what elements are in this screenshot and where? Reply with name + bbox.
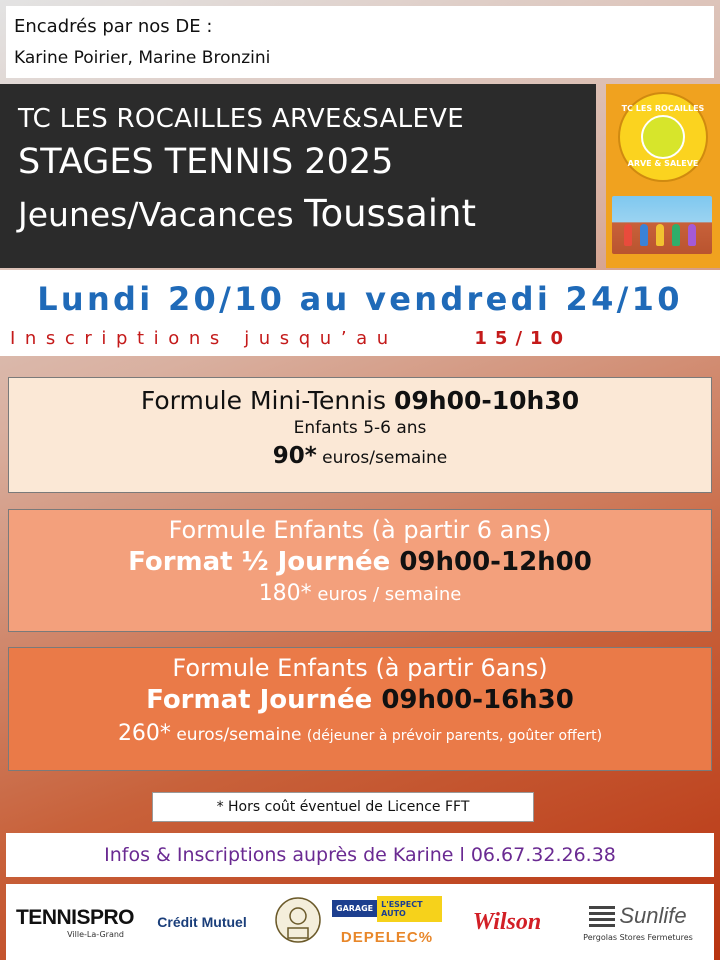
formule-journee-price-note: (déjeuner à prévoir parents, goûter offert) <box>306 728 603 744</box>
tennispro-subtext: Ville-La-Grand <box>67 929 124 939</box>
kid-figure <box>624 224 632 246</box>
wilson-text: Wilson <box>472 908 542 935</box>
formule-demi-name: Formule Enfants (à partir 6 ans) <box>168 516 552 544</box>
sunlife-stripes-icon <box>589 905 615 927</box>
logo-text-bottom: ARVE & SALEVE <box>627 159 699 168</box>
formule-demi-price-unit: euros / semaine <box>317 584 462 605</box>
garage-lespect-depelec-logos <box>332 884 442 960</box>
formule-demi-format-line <box>9 547 711 577</box>
formule-demi-format: Format ½ Journée <box>128 547 391 577</box>
formule-mini-time: 09h00-10h30 <box>394 386 580 415</box>
formule-mini-tennis-card <box>8 377 712 493</box>
stages-subtitle <box>18 192 476 235</box>
formule-journee-price-unit: euros/semaine <box>176 725 302 745</box>
formule-demi-journee-card <box>8 509 712 632</box>
formule-journee-price: 260* <box>117 721 171 746</box>
sunlife-logo <box>568 884 708 960</box>
formule-mini-price-line <box>9 443 711 469</box>
credit-mutuel-logo <box>146 884 258 960</box>
wilson-logo <box>452 884 562 960</box>
club-name: TC LES ROCAILLES ARVE&SALEVE <box>18 104 464 134</box>
club-logo <box>618 92 708 182</box>
formule-journee-format: Format Journée <box>146 685 373 715</box>
lespect-text: L'ESPECT AUTO <box>377 896 442 922</box>
kid-figure <box>672 224 680 246</box>
sunlife-brand <box>589 903 686 929</box>
contact-line: Infos & Inscriptions auprès de Karine l 06.67.32.26.38 <box>6 833 714 877</box>
kids-illustration <box>612 196 712 254</box>
logo-text-top: TC LES ROCAILLES <box>621 104 705 113</box>
formule-mini-title <box>9 386 711 415</box>
sunlife-text: Sunlife <box>619 902 687 928</box>
formule-journee-time: 09h00-16h30 <box>381 685 574 715</box>
formule-journee-format-line <box>9 685 711 715</box>
formule-demi-time: 09h00-12h00 <box>399 547 592 577</box>
sponsors-bar <box>6 884 714 960</box>
formule-demi-price: 180* <box>258 581 312 606</box>
kid-figure <box>656 224 664 246</box>
instructors-heading: Encadrés par nos DE : <box>14 16 213 37</box>
depelec-text: DEPELEC% <box>340 928 434 946</box>
sunlife-subtext: Pergolas Stores Fermetures <box>583 932 693 942</box>
stages-title: STAGES TENNIS 2025 <box>18 142 394 182</box>
tennispro-text: TENNISPRO <box>15 905 134 929</box>
instructors-box <box>6 6 714 78</box>
formule-journee-card <box>8 647 712 771</box>
inscriptions-date: 15/10 <box>474 328 572 349</box>
kid-figure <box>688 224 696 246</box>
formule-mini-price-unit: euros/semaine <box>322 448 448 468</box>
formule-demi-price-line <box>9 581 711 606</box>
subtitle-season: Toussaint <box>304 192 477 235</box>
inscriptions-deadline <box>10 328 571 349</box>
gaspard-logo <box>268 884 328 960</box>
license-footnote: * Hors coût éventuel de Licence FFT <box>152 792 534 822</box>
garage-lespect-logo <box>332 899 442 919</box>
formule-mini-price: 90* <box>272 443 317 469</box>
title-panel <box>0 84 596 268</box>
logo-column <box>606 84 720 268</box>
date-band <box>0 270 720 356</box>
credit-mutuel-text: Crédit Mutuel <box>157 914 247 930</box>
formule-journee-price-line <box>9 721 711 746</box>
kid-figure <box>640 224 648 246</box>
garage-text: GARAGE <box>332 900 377 917</box>
formule-mini-name: Formule Mini-Tennis <box>140 386 387 415</box>
tennispro-logo <box>8 884 142 960</box>
instructors-names: Karine Poirier, Marine Bronzini <box>14 48 271 68</box>
formule-mini-age: Enfants 5-6 ans <box>293 418 427 438</box>
inscriptions-label: Inscriptions jusqu’au <box>10 328 398 349</box>
tennis-ball-icon <box>641 115 685 159</box>
formule-journee-name: Formule Enfants (à partir 6ans) <box>172 654 548 682</box>
subtitle-prefix: Jeunes/Vacances <box>18 195 294 234</box>
date-range: Lundi 20/10 au vendredi 24/10 <box>37 280 683 318</box>
gaspard-icon <box>274 894 322 950</box>
